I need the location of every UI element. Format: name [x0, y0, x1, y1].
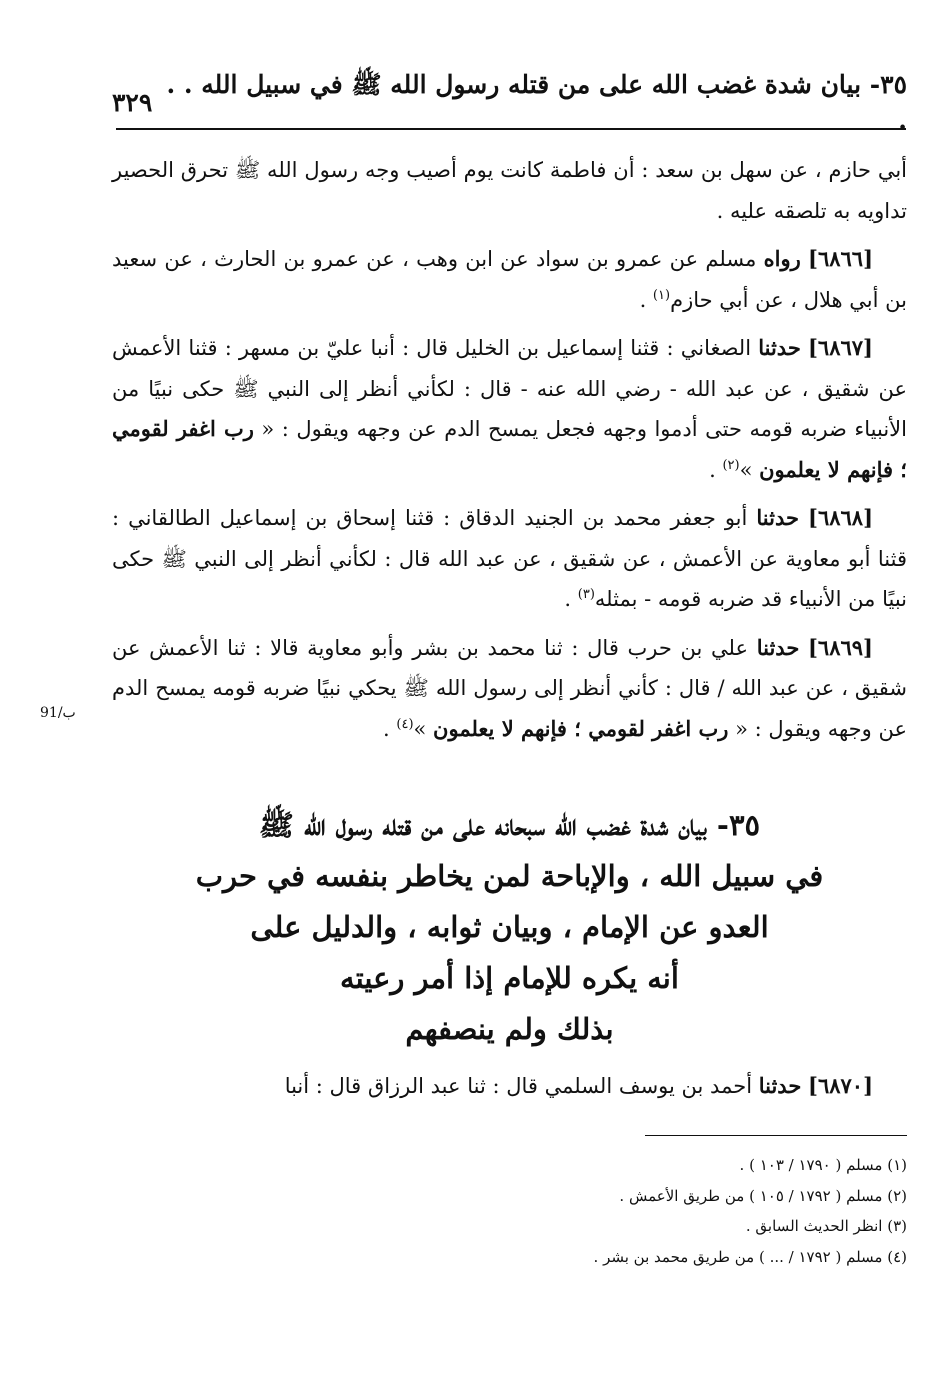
hadith-text: الصغاني : قثنا إسماعيل بن الخليل قال : أنبا عليّ بن مسهر : قثنا الأعمش عن شقيق ، عن عبد الله - رضي الله عنه - قال : لكأني أنظر إلى النبي ﷺ حكى نبيًا من الأنبياء ضربه قومه حتى أدموا وجهه فجعل يمسح الدم عن وجهه ويقول : «	[112, 336, 907, 441]
manuscript-folio-marker: 91/ب	[40, 705, 76, 721]
quoted-supplication: رب اغفر لقومي ؛ فإنهم لا يعلمون	[112, 416, 907, 482]
footnote-4: (٤) مسلم ( ١٧٩٢ / ... ) من طريق محمد بن بشر .	[593, 1247, 907, 1266]
chapter-title-line: في سبيل الله ، والإباحة لمن يخاطر بنفسه في حرب	[195, 859, 824, 893]
footnote-reference[interactable]: (١)	[652, 287, 671, 303]
paragraph-text: أبي حازم ، عن سهل بن سعد : أن فاطمة كانت يوم أصيب وجه رسول الله ﷺ تحرق الحصير تداويه به تلصقه عليه .	[112, 158, 907, 223]
hadith-text: أحمد بن يوسف السلمي قال : ثنا عبد الرزاق قال : أنبا	[284, 1074, 753, 1098]
footnote-3: (٣) انظر الحديث السابق .	[745, 1217, 907, 1235]
chapter-title-line: العدو عن الإمام ، وبيان ثوابه ، والدليل على	[250, 910, 769, 944]
quote-close: »	[739, 457, 760, 482]
footnote-reference[interactable]: (٣)	[577, 587, 595, 602]
paragraph-continued	[112, 150, 907, 231]
hadith-lead-word: حدثنا	[758, 1073, 802, 1098]
footnote-rule	[645, 1135, 907, 1136]
hadith-lead-word: حدثنا	[758, 335, 801, 360]
footnote-2: (٢) مسلم ( ١٧٩٢ / ١٠٥ ) من طريق الأعمش .	[619, 1186, 907, 1205]
hadith-tail: .	[639, 287, 653, 312]
hadith-6870	[112, 1066, 907, 1106]
hadith-6866	[112, 239, 907, 320]
hadith-number: [٦٨٦٧]	[807, 335, 873, 360]
body-text	[112, 150, 907, 757]
hadith-text: أبو جعفر محمد بن الجنيد الدقاق : قثنا إسحاق بن إسماعيل الطالقاني : قثنا أبو معاوية عن الأعمش ، عن شقيق ، عن عبد الله قال : لكأني أنظر إلى النبي ﷺ حكى نبيًا من الأنبياء قد ضربه قومه - بمثله	[112, 506, 907, 611]
chapter-title	[112, 800, 907, 1055]
hadith-number: [٦٨٧٠]	[808, 1073, 873, 1098]
chapter-title-line: أنه يكره للإمام إذا أمر رعيته	[340, 961, 679, 995]
hadith-tail: .	[709, 457, 723, 482]
hadith-6868	[112, 498, 907, 620]
footnote-1: (١) مسلم ( ١٧٩٠ / ١٠٣ ) .	[739, 1156, 907, 1174]
hadith-lead-word: حدثنا	[756, 634, 800, 660]
hadith-number: [٦٨٦٨]	[808, 505, 873, 530]
hadith-lead-word: رواه	[763, 246, 801, 271]
chapter-title-line: بذلك ولم ينصفهم	[405, 1012, 614, 1046]
running-header-title: ٣٥- بيان شدة غضب الله على من قتله رسول الله ﷺ في سبيل الله . . .	[166, 70, 907, 135]
hadith-text: علي بن حرب قال : ثنا محمد بن بشر وأبو معاوية قالا : ثنا الأعمش عن شقيق ، عن عبد الله / قال : كأني أنظر إلى رسول الله ﷺ يحكي نبيًا ضربه قومه يمسح الدم عن وجهه ويقول : «	[112, 635, 907, 741]
chapter-title-line: ٣٥- بيان شدة غضب الله سبحانه على من قتله رسول الله ﷺ	[258, 808, 761, 842]
hadith-number: [٦٨٦٩]	[807, 634, 873, 660]
hadith-6867	[112, 328, 907, 490]
quoted-supplication: رب اغفر لقومي ؛ فإنهم لا يعلمون	[433, 715, 729, 741]
hadith-text: مسلم عن عمرو بن سواد عن ابن وهب ، عن عمرو بن الحارث ، عن سعيد بن أبي هلال ، عن أبي حازم	[112, 247, 907, 312]
quote-close: »	[413, 716, 434, 741]
footnote-reference[interactable]: (٢)	[722, 457, 740, 473]
hadith-tail: .	[564, 587, 578, 611]
page-number: ٣٢٩	[112, 87, 153, 117]
running-header	[112, 70, 907, 135]
hadith-number: [٦٨٦٦]	[808, 246, 874, 271]
header-rule	[116, 128, 906, 130]
hadith-tail: .	[383, 716, 397, 741]
footnote-reference[interactable]: (٤)	[396, 716, 414, 732]
hadith-lead-word: حدثنا	[756, 505, 799, 530]
hadith-6869	[112, 628, 907, 750]
footnotes	[300, 1150, 907, 1272]
